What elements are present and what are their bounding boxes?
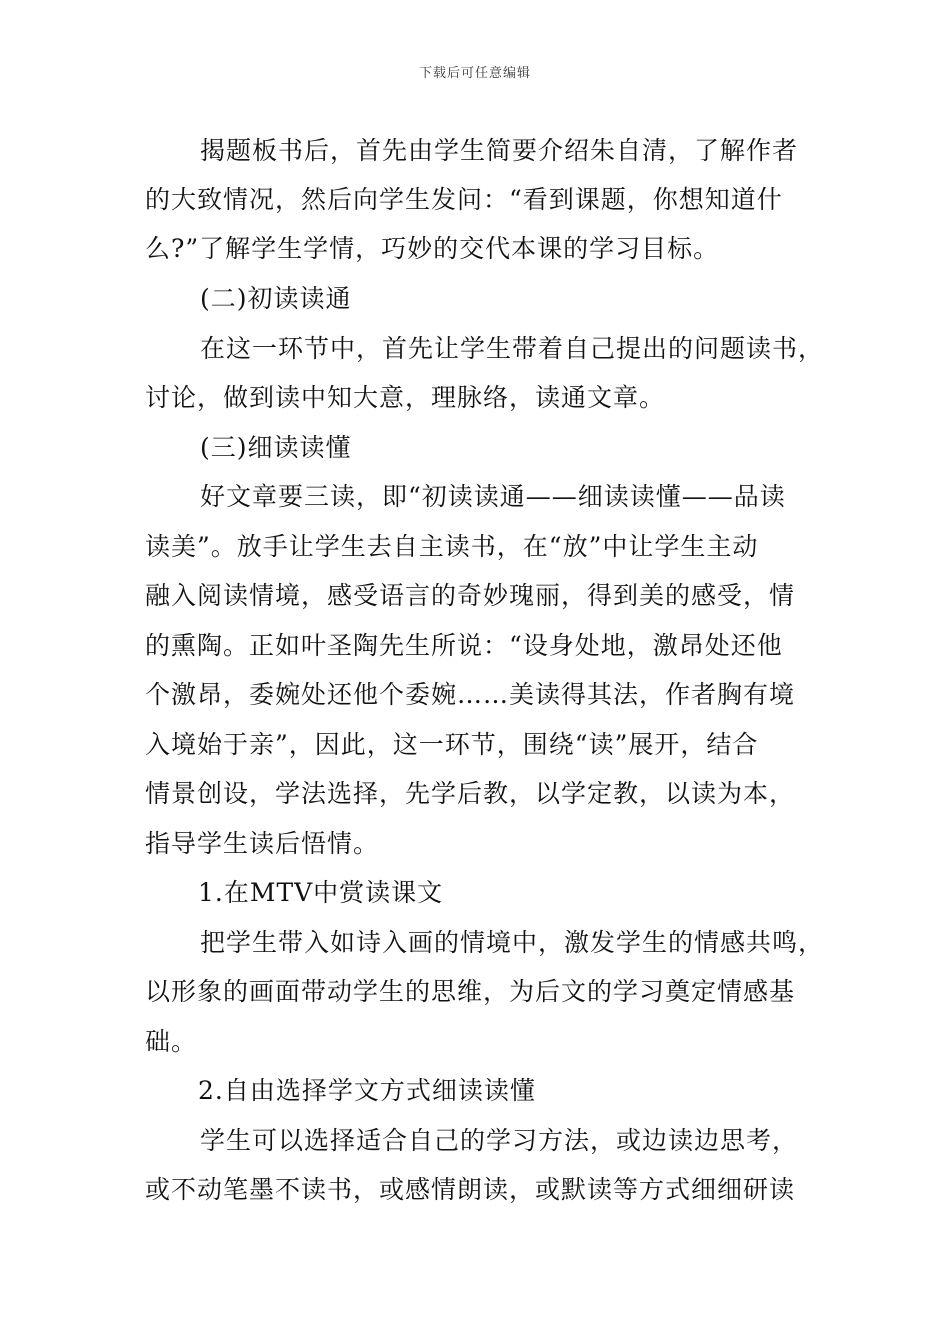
paragraph-line: 指导学生读后悟情。 bbox=[145, 829, 380, 858]
page-header: 下载后可任意编辑 bbox=[418, 66, 531, 81]
paragraph-line: 融入阅读情境，感受语言的奇妙瑰丽，得到美的感受，情 bbox=[145, 581, 796, 610]
paragraph-line: 读美”。放手让学生去自主读书，在“放”中让学生主动 bbox=[145, 532, 759, 561]
paragraph-line: 揭题板书后，首先由学生简要介绍朱自清，了解作者 bbox=[200, 136, 799, 165]
paragraph-line: 以形象的画面带动学生的思维，为后文的学习奠定情感基 bbox=[145, 977, 796, 1006]
paragraph-line: 讨论，做到读中知大意，理脉络，读通文章。 bbox=[145, 383, 666, 412]
paragraph-line: 的大致情况，然后向学生发问：“看到课题，你想知道什 bbox=[145, 185, 783, 214]
paragraph-line: 把学生带入如诗入画的情境中，激发学生的情感共鸣， bbox=[200, 928, 825, 957]
paragraph-line: 学生可以选择适合自己的学习方法，或边读边思考， bbox=[200, 1126, 799, 1155]
paragraph-line: 入境始于亲”，因此，这一环节，围绕“读”展开，结合 bbox=[145, 730, 759, 759]
section-heading: (三)细读读懂 bbox=[200, 433, 352, 462]
paragraph-line: 或不动笔墨不读书，或感情朗读，或默读等方式细细研读 bbox=[145, 1175, 796, 1204]
paragraph-line: 情景创设，学法选择，先学后教，以学定教，以读为本， bbox=[145, 779, 796, 808]
section-heading: (二)初读读通 bbox=[200, 284, 352, 313]
paragraph-line: 个激昂，委婉处还他个委婉……美读得其法，作者胸有境 bbox=[145, 680, 796, 709]
subsection-heading: 2.自由选择学文方式细读读懂 bbox=[198, 1076, 536, 1105]
paragraph-line: 好文章要三读，即“初读读通——细读读懂——品读 bbox=[200, 482, 786, 511]
paragraph-line: 么?”了解学生学情，巧妙的交代本课的学习目标。 bbox=[145, 234, 720, 263]
subsection-heading: 1.在MTV中赏读课文 bbox=[198, 878, 444, 907]
paragraph-line: 础。 bbox=[145, 1027, 198, 1056]
paragraph-line: 的熏陶。正如叶圣陶先生所说：“设身处地，激昂处还他 bbox=[145, 631, 783, 660]
paragraph-line: 在这一环节中，首先让学生带着自己提出的问题读书， bbox=[200, 334, 825, 363]
